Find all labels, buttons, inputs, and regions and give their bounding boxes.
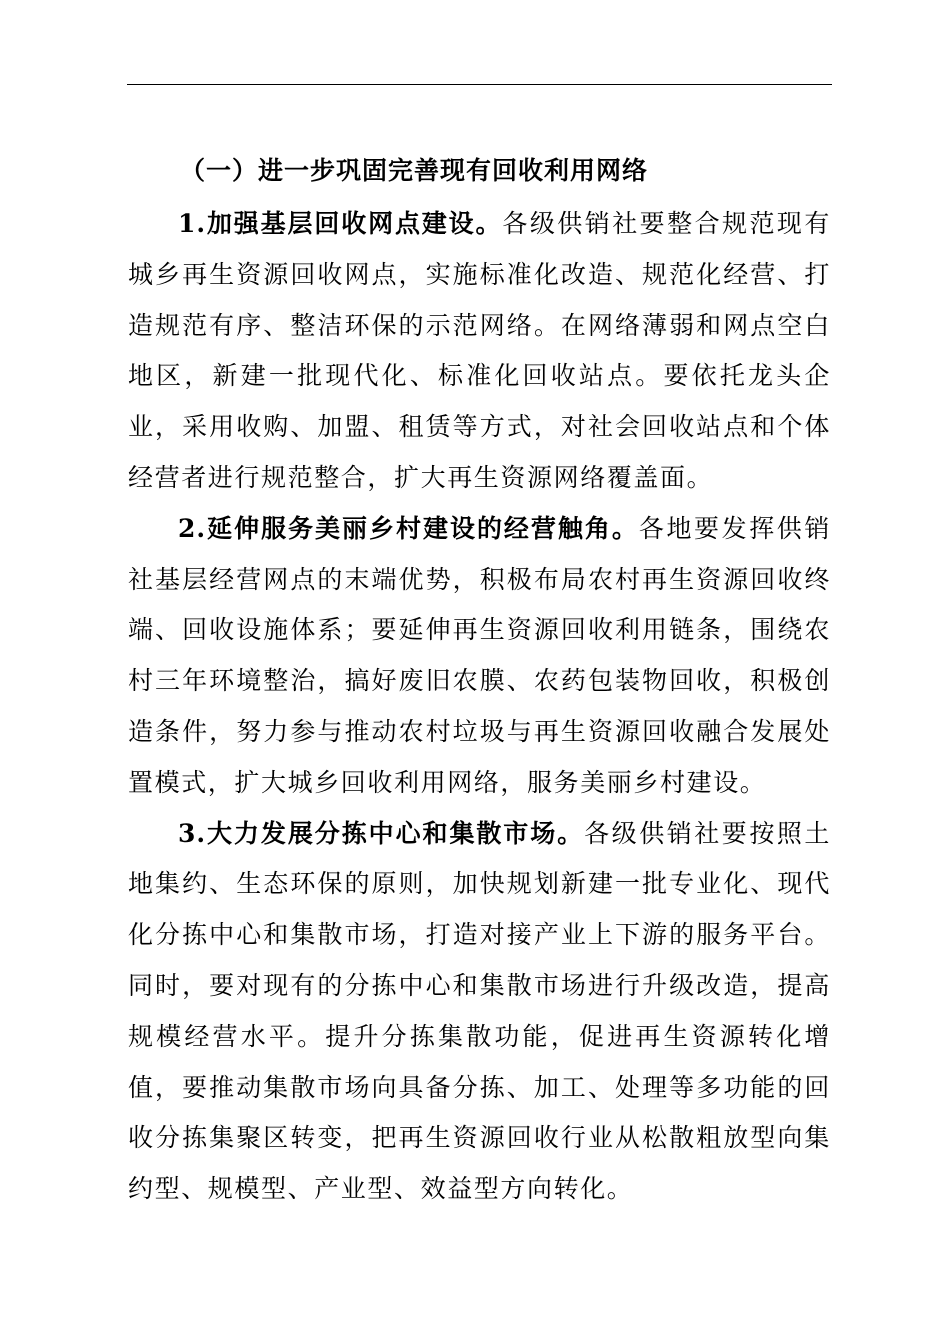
section-heading: （一）进一步巩固完善现有回收利用网络 xyxy=(180,156,649,185)
paragraph-1-body: 各级供销社要整合规范现有城乡再生资源回收网点，实施标准化改造、规范化经营、打造规范有序、整洁环保的示范网络。在网络薄弱和网点空白地区，新建一批现代化、标准化回收站点。要依托龙头企业，采用收购、加盟、租赁等方式，对社会回收站点和个体经营者进行规范整合，扩大再生资源网络覆盖面。 xyxy=(128,209,831,492)
paragraph-2-body: 各地要发挥供销社基层经营网点的末端优势，积极布局农村再生资源回收终端、回收设施体系；要延伸再生资源回收利用链条，围绕农村三年环境整治，搞好废旧农膜、农药包装物回收，积极创造条件，努力参与推动农村垃圾与再生资源回收融合发展处置模式，扩大城乡回收利用网络，服务美丽乡村建设。 xyxy=(128,513,831,797)
paragraph-2-lead: 2.延伸服务美丽乡村建设的经营触角。 xyxy=(178,513,639,543)
paragraph-2 xyxy=(128,504,831,809)
paragraph-3 xyxy=(128,809,831,1215)
paragraph-3-body: 各级供销社要按照土地集约、生态环保的原则，加快规划新建一批专业化、现代化分拣中心和集散市场，打造对接产业上下游的服务平台。同时，要对现有的分拣中心和集散市场进行升级改造，提高规模经营水平。提升分拣集散功能，促进再生资源转化增值，要推动集散市场向具备分拣、加工、处理等多功能的回收分拣集聚区转变，把再生资源回收行业从松散粗放型向集约型、规模型、产业型、效益型方向转化。 xyxy=(128,818,831,1204)
paragraph-3-lead: 3.大力发展分拣中心和集散市场。 xyxy=(178,818,585,848)
header-rule xyxy=(127,84,832,85)
paragraph-1-lead: 1.加强基层回收网点建设。 xyxy=(178,209,503,238)
document-body xyxy=(128,143,831,1215)
paragraph-1 xyxy=(128,199,831,504)
